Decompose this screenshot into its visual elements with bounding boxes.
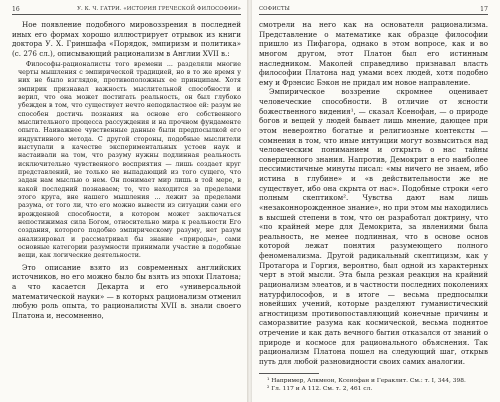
footnote-rule: [259, 373, 319, 374]
right-page: [252, 0, 500, 402]
left-closing-paragraph: Это описание взято из современных английских источников, но его можно было бы взять из эпохи Платона; а что касается Декарта и его «универсальной математической науки» — в которых рационализм отменил любую роль опыта, то рационалисты XVII в. знали своего Платона и, несомненно,: [12, 262, 241, 320]
left-page-header: [12, 6, 241, 15]
right-paragraph-1: смотрели на него как на основателя рационализма. Представление о математике как образце философии пришло из Пифагора, однако в этом вопросе, как и во многом другом, этот Платон был его истинным наследником. Маколей справедливо признавал власть философии Платона над умами всех людей, хотя подобно ему и Фрэнсис Бэкон не придал им новое направление.: [259, 20, 488, 87]
footnote-1: ¹ Например, Алкмеон, Ксенофан и Гераклит. См.: т. I, 344, 398.: [267, 377, 466, 384]
right-paragraph-2: Эмпирическое воззрение скромнее оценивает человеческие способности. В отличие от ясности божественного видения¹, — сказал Ксенофан, — о природе богов и вещей у людей бывает лишь мнение, дающее при этом невероятно богатые и религиозные контексты — сомнения в том, что иные интуиции могут возвыситься над человеческим пониманием и открыть о нас тайны совершенного знания. Напротив, Демокрит в его наиболее пессимистичные минуты писал: «мы ничего не знаем, ибо истина в глубине» и «в действительности же не существует, ибо она скрыта от нас». Подобные строки «его полным скептиком². Чувства дают нам лишь «незаконнорожденное знание», но при этом мы находились в высшей степени в том, что он разработал доктрину, что «по крайней мере для Демокрита, за явлениями была реальность, не менее подлинная, что в основе основ которой лежат понятия разумеющего полного феноменализма. Другой радикальный скептицизм, как у Протагора и Горгия, вероятно, был одной из характерных черт в этой мысли. Эта была резкая реакция на крайний рационализм элеатов, и в частности последних поколениях натурфилософов, и в итоге — весьма предпосылки новейших учений, которые разделяют гуманистический агностицизм противопоставляющий конечные причины и саморазвитие разума как космической, весьма поднятое отречение и как дать вечного бытия отказался от знаний о природе и космосе для рационального объяснения. Так рационализм Платона пошел на следующий шаг, открыв путь для любой разновидности своих самих аналогии.: [259, 87, 488, 366]
left-quote-block: Философы-рационалисты того времени ... разделяли многие черты мышления с эмпирической традицией, но в то же время у них не было взглядов, противоположных ее принципам. Хотя эмпирик признавал важность мыслительной способности и верил, что она может постигать реальность, он был глубоко убежден в том, что существует нечто неподвластное ей: разум не способен достичь познания на основе его собственного мыслительного процесса рассуждения и на прочном фундаменте опыта. Наиважнее чувственные данные были предпосылкой его индуктивного метода. С другой стороны, подобные мыслители выступали в качестве экспериментальных устоев наук и настаивали на том, что разуму нужны подлинная реальность исключительно чувственного восприятия — лишь создает круг представлений, не только не выпадающий из того сущего, что задан нам мыслью о нем. Он понимает мир лишь в той мере, в какой последний познаваем; то, что находится за пределами этого круга, вне нашего мышления ... лежит за пределами разума, от того ли, что его можно вывести из ситуации сами его врожденной способности, в котором может заключаться непостижимая сила Богом, относительно мира к реальности Его создания, которого подобно эмпирическому разуму, нет разум анализировал и рассматривал бы знание «природы», сами основные категории разумности принимали участие в подобные вещи, как логические деятельности.: [18, 60, 241, 260]
left-intro-paragraph: Ное появление подобного мировоззрения в последней иных его формах хорошо иллюстрирует отрывок из книги доктора У. Х. Гриншафа «Порядок, эмпиризм и политика» (с. 276 сл.), описывающий рационализм в Англии XVII в.:: [12, 20, 241, 58]
right-page-header: [259, 6, 488, 15]
footnote-2: ² Гл. 117 и А 112. См. т. 2, 461 сл.: [267, 385, 373, 392]
left-running-head: У. К. Ч. ГАТРИ. «ИСТОРИЯ ГРЕЧЕСКОЙ ФИЛОСОФИИ»: [77, 6, 241, 12]
left-page-number: 16: [12, 6, 20, 13]
left-page: [0, 0, 248, 402]
right-page-number: 17: [480, 6, 488, 13]
right-running-head: СОФИСТЫ: [259, 6, 290, 12]
